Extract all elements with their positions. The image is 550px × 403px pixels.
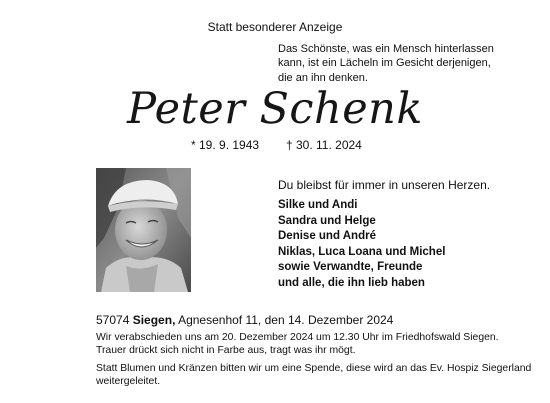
family-list (278, 198, 445, 292)
funeral-notice (96, 332, 532, 388)
header-text: Statt besonderer Anzeige (207, 20, 343, 34)
notice-line: Trauer drückt sich nicht in Farbe aus, tragt was ihr mögt. (96, 344, 356, 356)
family-member: sowie Verwandte, Freunde (278, 261, 423, 274)
location-date-line (96, 313, 393, 327)
family-member: Silke und Andi (278, 199, 358, 211)
notice-line: Wir verabschieden uns am 20. Dezember 2024 um 12.30 Uhr im Friedhofswald Siegen. (96, 332, 499, 343)
family-member: Niklas, Luca Loana und Michel (278, 245, 446, 258)
quote-line: kann, ist ein Lächeln im Gesicht derjenigen, (278, 57, 491, 70)
closing-line: Du bleibst für immer in unseren Herzen. (278, 178, 491, 192)
family-member: und alle, die ihn lieb haben (278, 276, 425, 289)
family-member: Sandra und Helge (278, 214, 376, 227)
quote-line: Das Schönste, was ein Mensch hinterlassen (278, 43, 494, 55)
family-member: Denise und André (278, 230, 376, 243)
postal-code: 57074 (96, 313, 130, 327)
portrait-photo-icon (96, 168, 191, 292)
quote-line: die an ihn denken. (278, 71, 368, 84)
notice-line: Statt Blumen und Kränzen bitten wir um eine Spende, diese wird an das Ev. Hospiz Siegerland (96, 363, 532, 375)
city-name: Siegen, (132, 313, 176, 327)
birth-date: * 19. 9. 1943 (191, 138, 260, 152)
address-date: Agnesenhof 11, den 14. Dezember 2024 (178, 313, 394, 327)
portrait-photo (96, 168, 191, 292)
deceased-name: Peter Schenk (127, 84, 423, 134)
notice-line: weitergeleitet. (96, 375, 161, 387)
death-date: † 30. 11. 2024 (286, 138, 362, 152)
quote-block (278, 42, 518, 85)
